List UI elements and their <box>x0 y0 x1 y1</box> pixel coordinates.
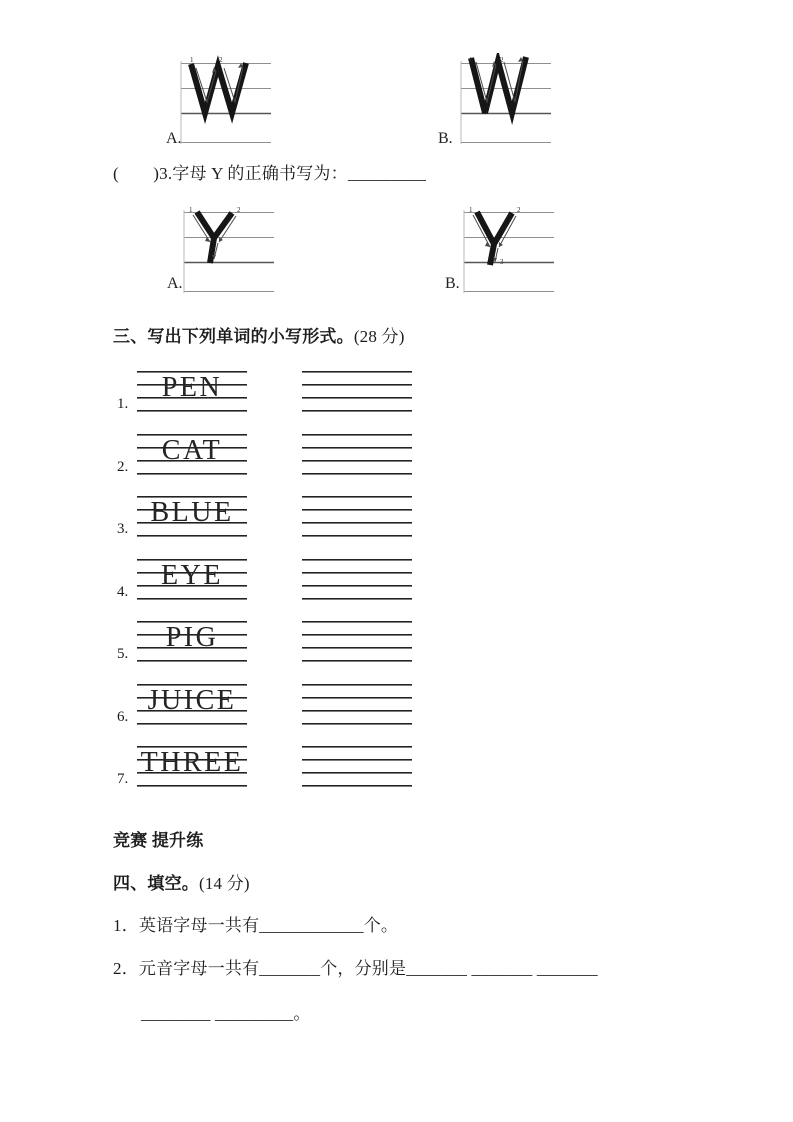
y-correct-writing-diagram <box>183 202 275 297</box>
section-3-heading <box>113 327 405 347</box>
word-row-7 <box>0 746 793 787</box>
word-uppercase: CAT <box>161 435 223 466</box>
word-row-4 <box>0 559 793 600</box>
w-incorrect-writing-diagram <box>460 53 552 148</box>
stroke-number: 1 <box>469 206 473 214</box>
answer-blank-guide <box>302 434 412 475</box>
word-uppercase: JUICE <box>147 685 237 716</box>
letter-practice-cell-y-b <box>463 202 555 297</box>
word-row-1 <box>0 371 793 412</box>
section-3-score: (28 分) <box>353 327 405 346</box>
stroke-number: 2 <box>517 206 521 214</box>
w-correct-writing-diagram <box>180 53 272 148</box>
word-row-6 <box>0 684 793 725</box>
y-incorrect-writing-diagram <box>463 202 555 297</box>
word-uppercase: PEN <box>161 372 223 403</box>
option-a-label-y: A. <box>167 275 183 292</box>
fill-question-1: 1．英语字母一共有____________个。 <box>113 916 399 935</box>
section-3-title: 三、写出下列单词的小写形式。 <box>113 327 354 346</box>
word-row-number: 6. <box>117 709 129 725</box>
contest-heading: 竞赛 提升练 <box>113 831 204 850</box>
fill-question-2-line-2: ________ _________。 <box>141 1004 311 1023</box>
word-uppercase-guide <box>137 559 247 600</box>
answer-blank-guide <box>302 559 412 600</box>
question-3-text: ( )3.字母 Y 的正确书写为：_________ <box>113 164 427 183</box>
word-row-number: 1. <box>117 396 129 412</box>
option-a-label-w: A. <box>166 130 182 147</box>
answer-blank-guide <box>302 746 412 787</box>
section-4-score: (14 分) <box>199 874 250 893</box>
word-uppercase-guide <box>137 621 247 662</box>
word-row-number: 5. <box>117 646 129 662</box>
answer-blank-guide <box>302 496 412 537</box>
stroke-number: 2 <box>500 56 504 64</box>
answer-blank-guide <box>302 621 412 662</box>
section-4-heading <box>113 874 250 894</box>
word-row-number: 3. <box>117 521 129 537</box>
word-uppercase-guide <box>137 434 247 475</box>
stroke-number: 3 <box>500 258 504 266</box>
letter-practice-cell-y-a <box>183 202 275 297</box>
stroke-number: 2 <box>237 206 241 214</box>
stroke-number: 1 <box>189 206 193 214</box>
word-row-5 <box>0 621 793 662</box>
word-row-2 <box>0 434 793 475</box>
section-4-title: 四、填空。 <box>113 874 199 893</box>
answer-blank-guide <box>302 371 412 412</box>
answer-blank-guide <box>302 684 412 725</box>
stroke-number: 1 <box>190 56 194 64</box>
word-row-number: 4. <box>117 584 129 600</box>
option-b-label-w: B. <box>438 130 453 147</box>
word-uppercase-guide <box>137 496 247 537</box>
word-uppercase: THREE <box>140 747 244 778</box>
option-b-label-y: B. <box>445 275 460 292</box>
word-uppercase: PIG <box>165 622 219 653</box>
letter-practice-cell-w-a <box>180 53 272 148</box>
word-uppercase-guide <box>137 684 247 725</box>
word-uppercase: BLUE <box>150 497 234 528</box>
fill-question-2-line-1: 2．元音字母一共有_______个，分别是_______ _______ _______ <box>113 959 598 978</box>
word-uppercase-guide <box>137 746 247 787</box>
letter-practice-cell-w-b <box>460 53 552 148</box>
stroke-number: 2 <box>219 56 223 64</box>
word-row-3 <box>0 496 793 537</box>
stroke-number: 1 <box>469 56 473 64</box>
word-uppercase: EYE <box>161 560 223 591</box>
word-row-number: 7. <box>117 771 129 787</box>
word-uppercase-guide <box>137 371 247 412</box>
word-row-number: 2. <box>117 459 129 475</box>
